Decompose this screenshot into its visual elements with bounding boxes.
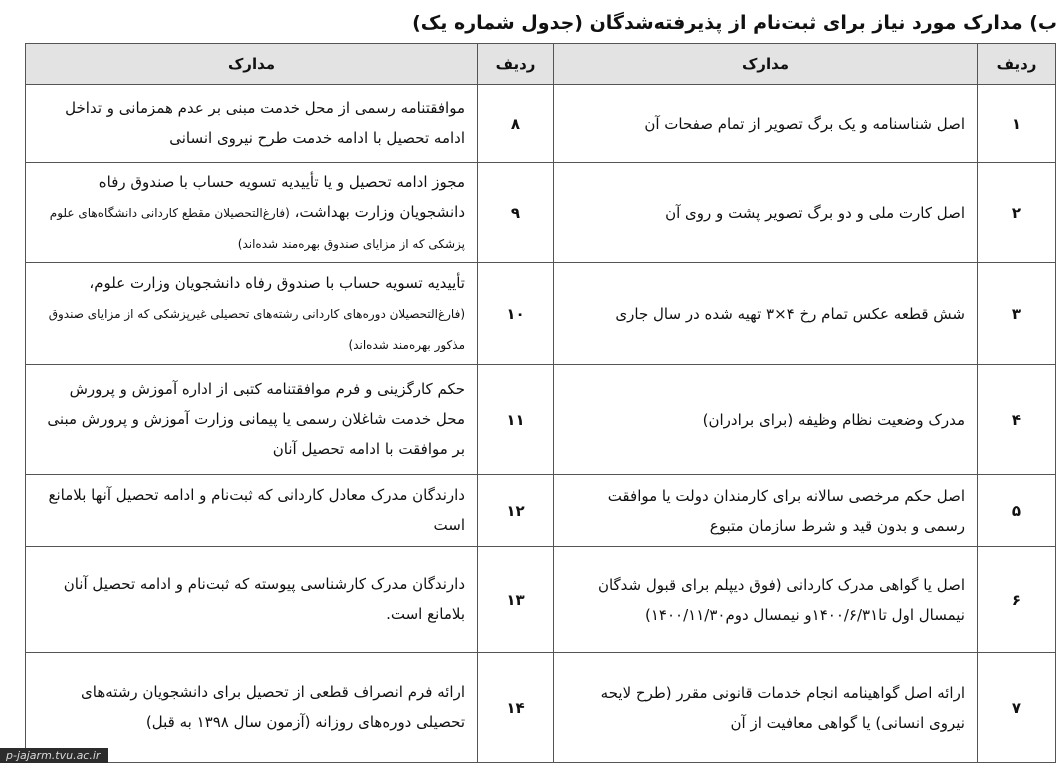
row-number: ۴ [978,365,1056,475]
row-number: ۶ [978,547,1056,653]
document-description: شش قطعه عکس تمام رخ ۴×۳ تهیه شده در سال جاری [554,263,978,365]
document-text: دارندگان مدرک معادل کاردانی که ثبت‌نام و ادامه تحصیل آنها بلامانع است [48,486,465,534]
document-description [26,653,478,763]
document-description: ارائه اصل گواهینامه انجام خدمات قانونی مقرر (طرح لایحه نیروی انسانی) یا گواهی معافیت از آن [554,653,978,763]
header-madarek-left: مدارک [26,44,478,85]
row-number: ۷ [978,653,1056,763]
document-text: موافقتنامه رسمی از محل خدمت مبنی بر عدم همزمانی و تداخل ادامه تحصیل با ادامه خدمت طرح نیروی انسانی [65,99,465,147]
document-description [26,263,478,365]
row-number: ۱۴ [478,653,554,763]
document-text: مجوز ادامه تحصیل و یا تأییدیه تسویه حساب با صندوق رفاه دانشجویان وزارت بهداشت، [98,172,465,221]
document-text: تأییدیه تسویه حساب با صندوق رفاه دانشجویان وزارت علوم، [89,273,465,292]
table-row [26,163,1056,263]
row-number: ۱۲ [478,475,554,547]
header-madarek-right: مدارک [554,44,978,85]
header-radif-left: ردیف [478,44,554,85]
document-description [26,365,478,475]
documents-table [25,43,1056,763]
header-radif-right: ردیف [978,44,1056,85]
document-description [26,475,478,547]
document-description: اصل یا گواهی مدرک کاردانی (فوق دیپلم برای قبول شدگان نیمسال اول تا۱۴۰۰/۶/۳۱و نیمسال دوم۱۴۰۰/۱۱/۳۰) [554,547,978,653]
table-row [26,475,1056,547]
document-text: حکم کارگزینی و فرم موافقتنامه کتبی از اداره آموزش و پرورش محل خدمت شاغلان رسمی یا پیمانی وزارت آموزش و پرورش مبنی بر موافقت با ادامه تحصیل آنان [47,380,465,458]
row-number: ۱۳ [478,547,554,653]
document-description: اصل حکم مرخصی سالانه برای کارمندان دولت یا موافقت رسمی و بدون قید و شرط سازمان متبوع [554,475,978,547]
table-header-row [26,44,1056,85]
row-number: ۱ [978,85,1056,163]
row-number: ۱۰ [478,263,554,365]
row-number: ۸ [478,85,554,163]
page-title: ب) مدارک مورد نیاز برای ثبت‌نام از پذیرفته‌شدگان (جدول شماره یک) [412,12,1057,34]
table-row [26,263,1056,365]
document-description [26,547,478,653]
table-row [26,85,1056,163]
document-text: ارائه فرم انصراف قطعی از تحصیل برای دانشجویان رشته‌های تحصیلی دوره‌های روزانه (آزمون سال ۱۳۹۸ به قبل) [81,683,465,731]
row-number: ۵ [978,475,1056,547]
row-number: ۲ [978,163,1056,263]
document-text: دارندگان مدرک کارشناسی پیوسته که ثبت‌نام و ادامه تحصیل آنان بلامانع است. [63,575,465,623]
table-row [26,547,1056,653]
document-description [26,163,478,263]
document-note: (فارغ‌التحصیلان دوره‌های کاردانی رشته‌های تحصیلی غیرپزشکی که از مزایای صندوق مذکور بهره‌مند شده‌اند) [48,306,465,352]
row-number: ۹ [478,163,554,263]
document-description: اصل کارت ملی و دو برگ تصویر پشت و روی آن [554,163,978,263]
site-watermark: p-jajarm.tvu.ac.ir [0,748,108,763]
document-description: مدرک وضعیت نظام وظیفه (برای برادران) [554,365,978,475]
table-row [26,653,1056,763]
table-row [26,365,1056,475]
document-description [26,85,478,163]
row-number: ۳ [978,263,1056,365]
document-note: (فارغ‌التحصیلان مقطع کاردانی دانشگاه‌های علوم پزشکی که از مزایای صندوق بهره‌مند شده‌اند) [49,205,465,251]
document-description: اصل شناسنامه و یک برگ تصویر از تمام صفحات آن [554,85,978,163]
row-number: ۱۱ [478,365,554,475]
